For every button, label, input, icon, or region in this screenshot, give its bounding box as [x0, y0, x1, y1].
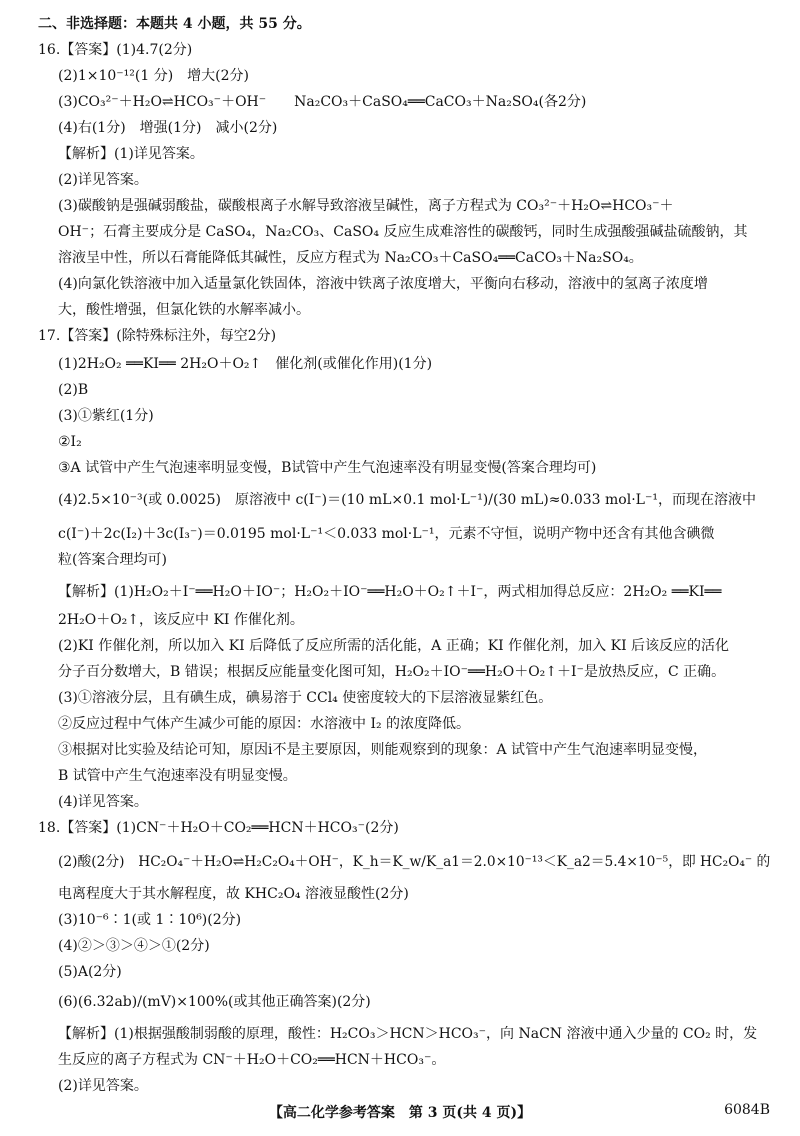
text-line: ②I₂ [58, 434, 82, 450]
text-line: (5)A(2分) [58, 964, 122, 980]
text-line: 溶液呈中性，所以石膏能降低其碱性，反应方程式为 Na₂CO₃＋CaSO₄══CaCO₃＋Na₂SO₄。 [58, 250, 643, 266]
text-line: (3)碳酸钠是强碱弱酸盐，碳酸根离子水解导致溶液呈碱性，离子方程式为 CO₃²⁻＋H₂O⇌HCO₃⁻＋ [58, 198, 674, 214]
text-line: (3)CO₃²⁻＋H₂O⇌HCO₃⁻＋OH⁻ Na₂CO₃＋CaSO₄══CaCO₃＋Na₂SO₄(各2分) [58, 94, 587, 110]
text-line: (3)①溶液分层，且有碘生成，碘易溶于 CCl₄ 使密度较大的下层溶液显紫红色。 [58, 690, 553, 706]
text-line: 【解析】(1)H₂O₂＋I⁻══H₂O＋IO⁻；H₂O₂＋IO⁻══H₂O＋O₂↑＋I⁻，两式相加得总反应：2H₂O₂ ══KI══ [58, 584, 722, 600]
text-line: (3)①紫红(1分) [58, 408, 154, 424]
text-line: 粒(答案合理均可) [58, 552, 167, 568]
text-line: 【解析】(1)根据强酸制弱酸的原理，酸性：H₂CO₃＞HCN＞HCO₃⁻，向 NaCN 溶液中通入少量的 CO₂ 时，发 [58, 1026, 758, 1042]
text-line: (2)1×10⁻¹²(1 分) 增大(2分) [58, 68, 250, 84]
text-line: (2)KI 作催化剂，所以加入 KI 后降低了反应所需的活化能，A 正确；KI 作催化剂，加入 KI 后该反应的活化 [58, 638, 730, 654]
text-line: 【解析】(1)详见答案。 [58, 146, 204, 162]
text-line: ③A 试管中产生气泡速率明显变慢，B试管中产生气泡速率没有明显变慢(答案合理均可) [58, 460, 597, 476]
text-line: (3)10⁻⁶∶1(或 1∶10⁶)(2分) [58, 912, 242, 928]
text-line: (2)B [58, 382, 89, 398]
text-line: (4)右(1分) 增强(1分) 减小(2分) [58, 120, 278, 136]
text-line: (2)酸(2分) HC₂O₄⁻＋H₂O⇌H₂C₂O₄＋OH⁻，K_h＝K_w/K_a1＝2.0×10⁻¹³＜K_a2＝5.4×10⁻⁵，即 HC₂O₄⁻ 的 [58, 854, 771, 870]
text-line: (4)向氯化铁溶液中加入适量氯化铁固体，溶液中铁离子浓度增大，平衡向右移动，溶液中的氢离子浓度增 [58, 276, 708, 292]
text-line: (2)详见答案。 [58, 172, 148, 188]
text-line: ③根据对比实验及结论可知，原因ⅰ不是主要原因，则能观察到的现象：A 试管中产生气泡速率明显变慢， [58, 742, 708, 758]
text-line: c(I⁻)＋2c(I₂)＋3c(I₃⁻)＝0.0195 mol·L⁻¹＜0.033 mol·L⁻¹，元素不守恒，说明产物中还含有其他含碘微 [58, 526, 715, 542]
text-line: 18.【答案】(1)CN⁻＋H₂O＋CO₂══HCN＋HCO₃⁻(2分) [38, 820, 399, 836]
text-line: (2)详见答案。 [58, 1078, 148, 1094]
document-code: 6084B [724, 1102, 770, 1118]
text-line: 分子百分数增大，B 错误；根据反应能量变化图可知，H₂O₂＋IO⁻══H₂O＋O₂↑＋I⁻是放热反应，C 正确。 [58, 664, 726, 680]
text-line: (4)②＞③＞④＞①(2分) [58, 938, 210, 954]
text-line: (4)详见答案。 [58, 794, 148, 810]
section-header: 二、非选择题：本题共 4 小题，共 55 分。 [38, 16, 311, 32]
text-line: ②反应过程中气体产生减少可能的原因：水溶液中 I₂ 的浓度降低。 [58, 716, 471, 732]
page-footer: 【高二化学参考答案 第 3 页(共 4 页)】 [268, 1105, 532, 1121]
text-line: (4)2.5×10⁻³(或 0.0025) 原溶液中 c(I⁻)＝(10 mL×0.1 mol·L⁻¹)/(30 mL)≈0.033 mol·L⁻¹，而现在溶液中 [58, 492, 756, 508]
text-line: OH⁻；石膏主要成分是 CaSO₄，Na₂CO₃、CaSO₄ 反应生成难溶性的碳酸钙，同时生成强酸强碱盐硫酸钠，其 [58, 224, 748, 240]
text-line: B 试管中产生气泡速率没有明显变慢。 [58, 768, 297, 784]
text-line: 16.【答案】(1)4.7(2分) [38, 42, 193, 58]
text-line: (6)(6.32ab)/(mV)×100%(或其他正确答案)(2分) [58, 994, 371, 1010]
text-line: 大，酸性增强，但氯化铁的水解率减小。 [58, 302, 310, 318]
text-line: 2H₂O＋O₂↑，该反应中 KI 作催化剂。 [58, 612, 304, 628]
text-line: (1)2H₂O₂ ══KI══ 2H₂O＋O₂↑ 催化剂(或催化作用)(1分) [58, 356, 433, 372]
text-line: 17.【答案】(除特殊标注外，每空2分) [38, 328, 277, 344]
text-line: 生反应的离子方程式为 CN⁻＋H₂O＋CO₂══HCN＋HCO₃⁻。 [58, 1052, 446, 1068]
text-line: 电离程度大于其水解程度，故 KHC₂O₄ 溶液显酸性(2分) [58, 886, 409, 902]
